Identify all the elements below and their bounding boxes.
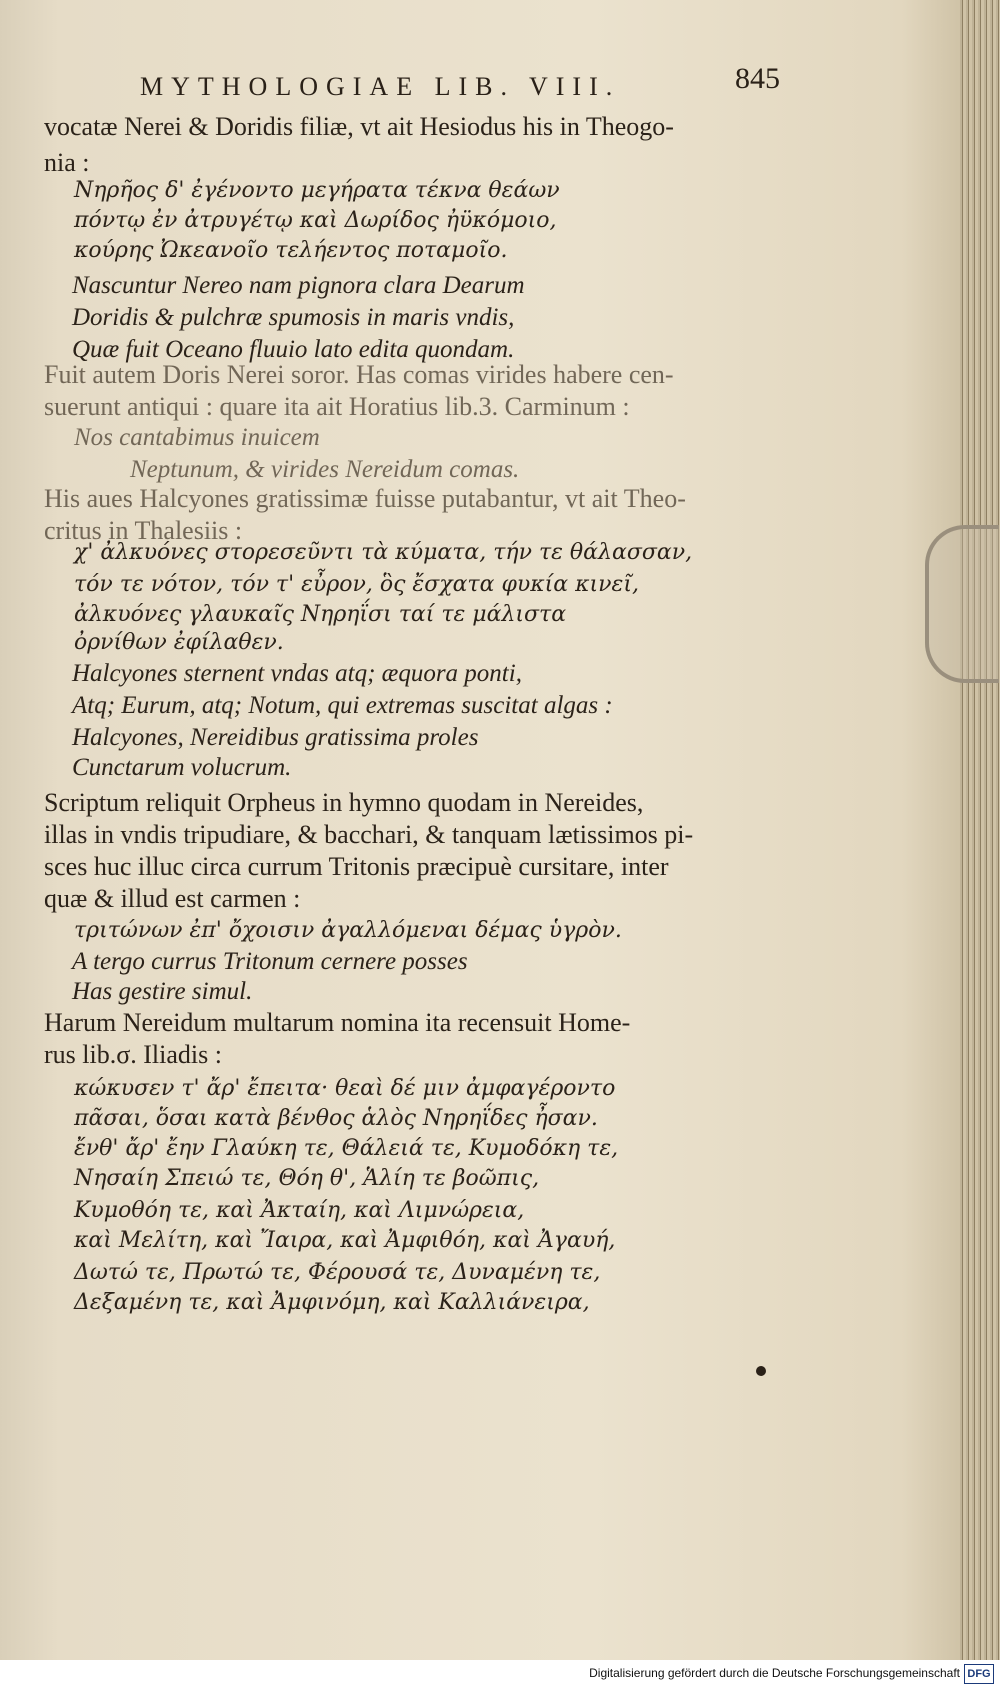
prose-line: rus lib.σ. Iliadis : (44, 1040, 222, 1069)
latin-verse-line: Neptunum, & virides Nereidum comas. (130, 456, 520, 483)
latin-verse-line: Halcyones sternent vndas atq; æquora ponti, (72, 660, 522, 687)
greek-verse-line: Δωτώ τε, Πρωτώ τε, Φέρουσά τε, Δυναμένη τε, (74, 1260, 601, 1285)
latin-verse-line: Has gestire simul. (72, 978, 253, 1005)
latin-verse-line: Halcyones, Nereidibus gratissima proles (72, 724, 479, 751)
funding-credit: Digitalisierung gefördert durch die Deutsche Forschungsgemeinschaft (589, 1666, 960, 1680)
prose-line: Scriptum reliquit Orpheus in hymno quodam in Nereides, (44, 788, 644, 817)
greek-verse-line: Δεξαμένη τε, καὶ Ἀμφινόμη, καὶ Καλλιάνειρα, (74, 1290, 590, 1315)
prose-line: critus in Thalesiis : (44, 516, 243, 545)
latin-verse-line: Quæ fuit Oceano fluuio lato edita quondam. (72, 336, 515, 363)
latin-verse-line: Atq; Eurum, atq; Notum, qui extremas suscitat algas : (72, 692, 613, 719)
prose-line: His aues Halcyones gratissimæ fuisse putabantur, vt ait Theo- (44, 484, 686, 513)
prose-line: quæ & illud est carmen : (44, 884, 301, 913)
ink-spot (756, 1366, 766, 1376)
greek-verse-line: ἔνθ' ἄρ' ἔην Γλαύκη τε, Θάλειά τε, Κυμοδόκη τε, (74, 1136, 619, 1161)
greek-verse-line: χ' ἀλκυόνες στορεσεῦντι τὰ κύματα, τήν τε θάλασσαν, (74, 540, 693, 565)
footer-bar (0, 1660, 1000, 1687)
greek-verse-line: τριτώνων ἐπ' ὄχοισιν ἀγαλλόμεναι δέμας ὑγρὸν. (74, 918, 622, 943)
page-number: 845 (735, 62, 780, 95)
greek-verse-line: πόντῳ ἐν ἀτρυγέτῳ καὶ Δωρίδος ἠϋκόμοιο, (74, 208, 557, 233)
running-head: MYTHOLOGIAE LIB. VIII. (140, 72, 621, 101)
greek-verse-line: Νησαίη Σπειώ τε, Θόη θ', Ἁλίη τε βοῶπις, (74, 1166, 540, 1191)
prose-line: sces huc illuc circa currum Tritonis præcipuè cursitare, inter (44, 852, 669, 881)
latin-verse-line: Nascuntur Nereo nam pignora clara Dearum (72, 272, 525, 299)
prose-line: Fuit autem Doris Nerei soror. Has comas virides habere cen- (44, 360, 674, 389)
latin-verse-line: Doridis & pulchræ spumosis in maris vndis, (72, 304, 515, 331)
greek-verse-line: κούρης Ὠκεανοῖο τελήεντος ποταμοῖο. (74, 238, 508, 263)
latin-verse-line: A tergo currus Tritonum cernere posses (72, 948, 468, 975)
prose-line: nia : (44, 148, 90, 177)
latin-verse-line: Nos cantabimus inuicem (74, 424, 320, 451)
dfg-logo-icon: DFG (964, 1664, 994, 1684)
latin-verse-line: Cunctarum volucrum. (72, 754, 292, 781)
greek-verse-line: πᾶσαι, ὅσαι κατὰ βένθος ἁλὸς Νηρηΐδες ἦσαν. (74, 1106, 598, 1131)
greek-verse-line: κώκυσεν τ' ἄρ' ἔπειτα· θεαὶ δέ μιν ἀμφαγέροντο (74, 1076, 616, 1101)
prose-line: illas in vndis tripudiare, & bacchari, & tanquam lætissimos pi- (44, 820, 694, 849)
page-header (140, 62, 780, 110)
greek-verse-line: Νηρῆος δ' ἐγένοντο μεγήρατα τέκνα θεάων (74, 178, 560, 203)
greek-verse-line: Κυμοθόη τε, καὶ Ἀκταίη, καὶ Λιμνώρεια, (74, 1198, 525, 1223)
page-edge (960, 0, 1000, 1660)
greek-verse-line: τόν τε νότον, τόν τ' εὖρον, ὃς ἔσχατα φυκία κινεῖ, (74, 572, 639, 597)
prose-line: vocatæ Nerei & Doridis filiæ, vt ait Hesiodus his in Theogo- (44, 112, 674, 141)
greek-verse-line: ἀλκυόνες γλαυκαῖς Νηρηΐσι ταί τε μάλιστα (74, 602, 567, 627)
greek-verse-line: ὀρνίθων ἐφίλαθεν. (74, 630, 284, 655)
prose-line: suerunt antiqui : quare ita ait Horatius lib.3. Carminum : (44, 392, 630, 421)
book-clasp (925, 525, 999, 683)
greek-verse-line: καὶ Μελίτη, καὶ Ἴαιρα, καὶ Ἀμφιθόη, καὶ Ἀγαυή, (74, 1228, 616, 1253)
prose-line: Harum Nereidum multarum nomina ita recensuit Home- (44, 1008, 631, 1037)
